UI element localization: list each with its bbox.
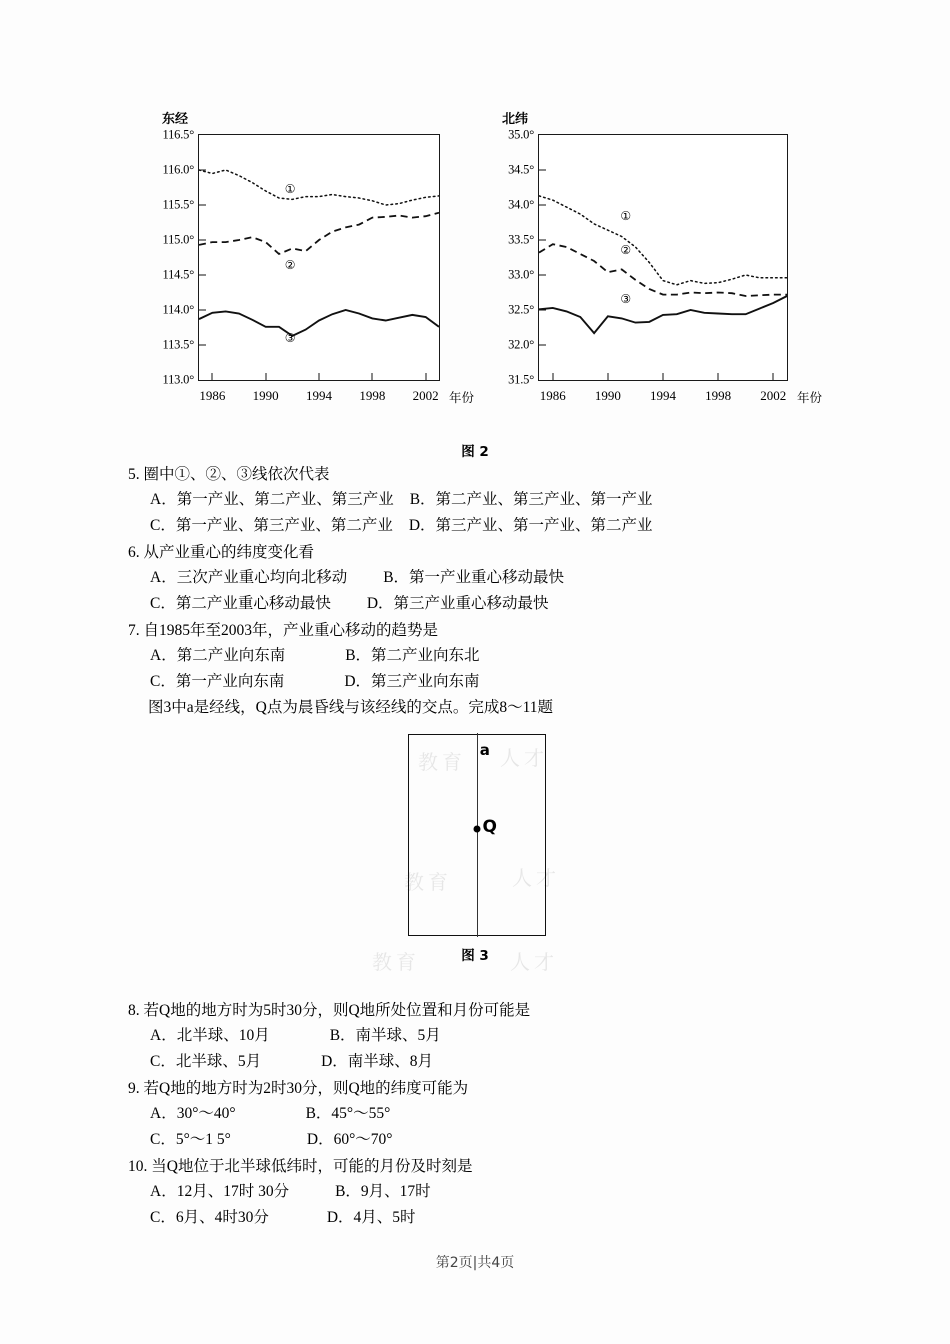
y-axis-tick-mark <box>539 345 546 346</box>
x-axis-tick-label: 1998 <box>705 388 732 403</box>
option-choice[interactable]: D．4月、5时 <box>326 1209 416 1226</box>
questions-5-to-7 <box>128 462 828 696</box>
y-axis-tick-mark <box>539 170 546 171</box>
option-choice[interactable]: D．第三产业、第一产业、第二产业 <box>408 517 653 534</box>
option-row <box>128 643 828 669</box>
option-choice[interactable]: B．第二产业、第三产业、第一产业 <box>409 491 653 508</box>
option-row <box>128 669 828 695</box>
option-choice[interactable]: A．12月、17时 30分 <box>150 1183 290 1200</box>
option-choice[interactable]: D．60°～70° <box>306 1131 393 1148</box>
y-axis-tick-label: 115.5° <box>162 197 194 212</box>
lead-paragraph-block <box>128 694 828 722</box>
longitude-series-3-tag: ③ <box>284 331 296 346</box>
x-axis-tick-mark <box>425 373 426 380</box>
x-axis-tick-label: 1994 <box>306 388 332 403</box>
longitude-x-axis-label: 年份 <box>449 390 475 405</box>
y-axis-tick-label: 32.0° <box>508 337 534 352</box>
page-footer: 第2页|共4页 <box>435 1255 515 1271</box>
y-axis-tick-label: 113.5° <box>162 337 194 352</box>
y-axis-tick-label: 33.5° <box>508 232 534 247</box>
option-row <box>128 1023 828 1049</box>
option-choice[interactable]: B．南半球、5月 <box>329 1027 441 1044</box>
latitude-series-1-tag: ① <box>620 208 632 223</box>
longitude-series-2-tag: ② <box>284 257 296 272</box>
option-choice[interactable]: B．9月、17时 <box>335 1183 431 1200</box>
option-choice[interactable]: A．第一产业、第二产业、第三产业 <box>150 491 394 508</box>
option-row <box>128 591 828 617</box>
point-q-marker <box>474 826 481 833</box>
x-axis-tick-mark <box>552 373 553 380</box>
option-choice[interactable]: B．第二产业向东北 <box>345 647 480 664</box>
y-axis-tick-mark <box>199 170 206 171</box>
option-choice[interactable]: A．北半球、10月 <box>150 1027 270 1044</box>
option-choice[interactable]: A．三次产业重心均向北移动 <box>150 569 348 586</box>
question-stem: 5. 圈中①、②、③线依次代表 <box>128 466 330 483</box>
option-choice[interactable]: B．45°～55° <box>305 1105 391 1122</box>
question-stem: 9. 若Q地的地方时为2时30分，则Q地的纬度可能为 <box>128 1080 469 1097</box>
question-stem: 6. 从产业重心的纬度变化看 <box>128 544 315 561</box>
x-axis-tick-label: 1986 <box>539 388 566 403</box>
option-choice[interactable]: A．第二产业向东南 <box>150 647 286 664</box>
option-row <box>128 513 828 539</box>
option-choice[interactable]: C．5°～1 5° <box>150 1131 231 1148</box>
y-axis-tick-mark <box>199 275 206 276</box>
option-row <box>128 565 828 591</box>
question-7 <box>128 618 828 695</box>
watermark-text: 人才 <box>510 950 558 974</box>
y-axis-tick-label: 35.0° <box>508 127 534 142</box>
option-row <box>128 1101 828 1127</box>
option-choice[interactable]: A．30°～40° <box>150 1105 236 1122</box>
watermark-text: 人才 <box>500 746 548 770</box>
option-row <box>128 1205 828 1231</box>
latitude-series-3-tag: ③ <box>620 292 632 307</box>
option-row <box>128 1127 828 1153</box>
question-stem: 8. 若Q地的地方时为5时30分，则Q地所处位置和月份可能是 <box>128 1002 531 1019</box>
y-axis-tick-mark <box>199 310 206 311</box>
option-row <box>128 1179 828 1205</box>
option-choice[interactable]: D．南半球、8月 <box>321 1053 434 1070</box>
x-axis-tick-label: 1998 <box>359 388 386 403</box>
figure-2 <box>0 100 950 420</box>
option-choice[interactable]: D．第三产业重心移动最快 <box>366 595 549 612</box>
x-axis-tick-mark <box>607 373 608 380</box>
watermark-text: 教育 <box>404 870 452 894</box>
x-axis-tick-mark <box>663 373 664 380</box>
y-axis-tick-label: 114.0° <box>162 302 194 317</box>
x-axis-tick-mark <box>718 373 719 380</box>
longitude-curves <box>199 135 439 380</box>
latitude-curves <box>539 135 787 380</box>
question-6 <box>128 540 828 617</box>
x-axis-tick-mark <box>372 373 373 380</box>
latitude-series-2-tag: ② <box>620 243 632 258</box>
y-axis-tick-mark <box>199 205 206 206</box>
x-axis-tick-mark <box>773 373 774 380</box>
question-stem: 7. 自1985年至2003年，产业重心移动的趋势是 <box>128 622 439 639</box>
meridian-label-a: a <box>479 741 490 759</box>
y-axis-tick-mark <box>539 275 546 276</box>
y-axis-tick-mark <box>539 310 546 311</box>
lead-paragraph: 图3中a是经线，Q点为晨昏线与该经线的交点。完成8～11题 <box>148 699 553 716</box>
watermark-text: 人才 <box>512 866 560 890</box>
option-choice[interactable]: C．6月、4时30分 <box>150 1209 269 1226</box>
x-axis-tick-label: 1994 <box>650 388 676 403</box>
x-axis-tick-mark <box>265 373 266 380</box>
option-choice[interactable]: B．第一产业重心移动最快 <box>383 569 565 586</box>
y-axis-tick-label: 113.0° <box>162 372 194 387</box>
y-axis-tick-label: 34.0° <box>508 197 534 212</box>
question-10 <box>128 1154 828 1231</box>
question-9 <box>128 1076 828 1153</box>
y-axis-tick-label: 33.0° <box>508 267 534 282</box>
x-axis-tick-mark <box>212 373 213 380</box>
x-axis-tick-label: 2002 <box>412 388 439 403</box>
longitude-plot-area <box>162 127 475 405</box>
option-choice[interactable]: C．第一产业、第三产业、第二产业 <box>150 517 393 534</box>
watermark-text: 教育 <box>418 750 466 774</box>
y-axis-tick-label: 116.0° <box>162 162 194 177</box>
x-axis-tick-label: 1990 <box>594 388 621 403</box>
option-choice[interactable]: D．第三产业向东南 <box>344 673 480 690</box>
y-axis-tick-label: 114.5° <box>162 267 194 282</box>
y-axis-tick-label: 115.0° <box>162 232 194 247</box>
option-choice[interactable]: C．第一产业向东南 <box>150 673 285 690</box>
option-row <box>128 1049 828 1075</box>
latitude-x-axis-label: 年份 <box>797 390 823 405</box>
y-axis-tick-label: 116.5° <box>162 127 194 142</box>
y-axis-tick-mark <box>539 240 546 241</box>
longitude-series-1-tag: ① <box>284 181 296 196</box>
point-q-label: Q <box>482 817 497 837</box>
longitude-chart-title: 东经 <box>162 112 189 127</box>
y-axis-tick-label: 32.5° <box>508 302 534 317</box>
option-choice[interactable]: C．第二产业重心移动最快 <box>150 595 331 612</box>
x-axis-tick-label: 2002 <box>760 388 787 403</box>
latitude-chart-title: 北纬 <box>502 112 529 127</box>
x-axis-tick-mark <box>319 373 320 380</box>
watermark-text: 教育 <box>372 950 420 974</box>
y-axis-tick-mark <box>199 240 206 241</box>
y-axis-tick-mark <box>539 205 546 206</box>
x-axis-tick-label: 1990 <box>252 388 279 403</box>
x-axis-tick-label: 1986 <box>199 388 226 403</box>
y-axis-tick-mark <box>199 345 206 346</box>
question-stem: 10. 当Q地位于北半球低纬时，可能的月份及时刻是 <box>128 1158 473 1175</box>
figure-2-caption: 图 2 <box>461 444 489 460</box>
questions-8-to-10 <box>128 998 828 1232</box>
meridian-line-a <box>477 733 478 937</box>
y-axis-tick-label: 34.5° <box>508 162 534 177</box>
option-choice[interactable]: C．北半球、5月 <box>150 1053 262 1070</box>
option-row <box>128 487 828 513</box>
question-5 <box>128 462 828 539</box>
figure-3-diagram <box>408 734 546 936</box>
y-axis-tick-label: 31.5° <box>508 372 534 387</box>
figure-3-caption: 图 3 <box>461 948 489 964</box>
question-8 <box>128 998 828 1075</box>
latitude-plot-area <box>508 127 823 405</box>
